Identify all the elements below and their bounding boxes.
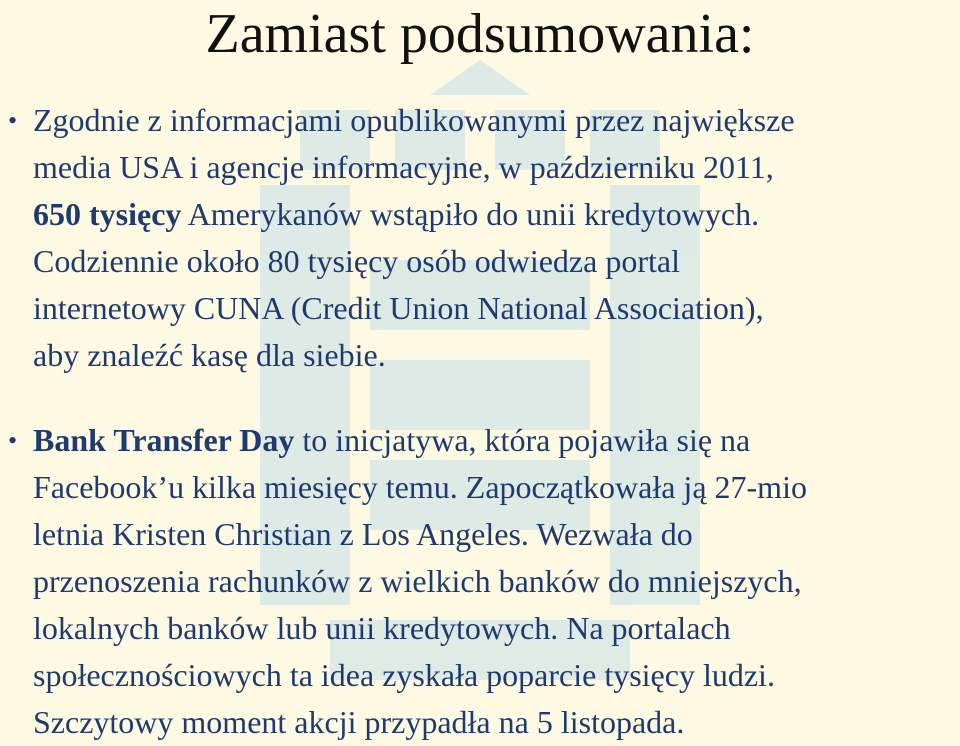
bullet-line: internetowy CUNA (Credit Union National Association), [33,290,764,326]
bullet-dot: • [8,106,18,135]
bullet-line: społecznościowych ta idea zyskała poparcie tysięcy ludzi. [33,657,775,693]
bullet-line: Bank Transfer Day to inicjatywa, która pojawiła się na [33,422,751,458]
bullet-line: Facebook’u kilka miesięcy temu. Zapoczątkowała ją 27-mio [33,469,807,505]
bullet-line: media USA i agencje informacyjne, w październiku 2011, [33,149,774,185]
bullet-dot: • [8,426,18,455]
bullet-line: Szczytowy moment akcji przypadła na 5 listopada. [33,704,685,740]
slide-title: Zamiast podsumowania: [205,3,755,65]
bullet-line: 650 tysięcy Amerykanów wstąpiło do unii kredytowych. [33,196,760,232]
bullet-line: Codziennie około 80 tysięcy osób odwiedza portal [33,243,680,279]
bullet-line: lokalnych banków lub unii kredytowych. Na portalach [33,610,731,646]
bullet-item-2 [8,417,958,746]
bullet-item-1 [8,97,958,379]
bullet-line: Zgodnie z informacjami opublikowanymi przez największe [33,102,795,138]
bullet-line: aby znaleźć kasę dla siebie. [33,337,386,373]
bullet-line: letnia Kristen Christian z Los Angeles. Wezwała do [33,516,693,552]
bullet-line: przenoszenia rachunków z wielkich banków do mniejszych, [33,563,802,599]
